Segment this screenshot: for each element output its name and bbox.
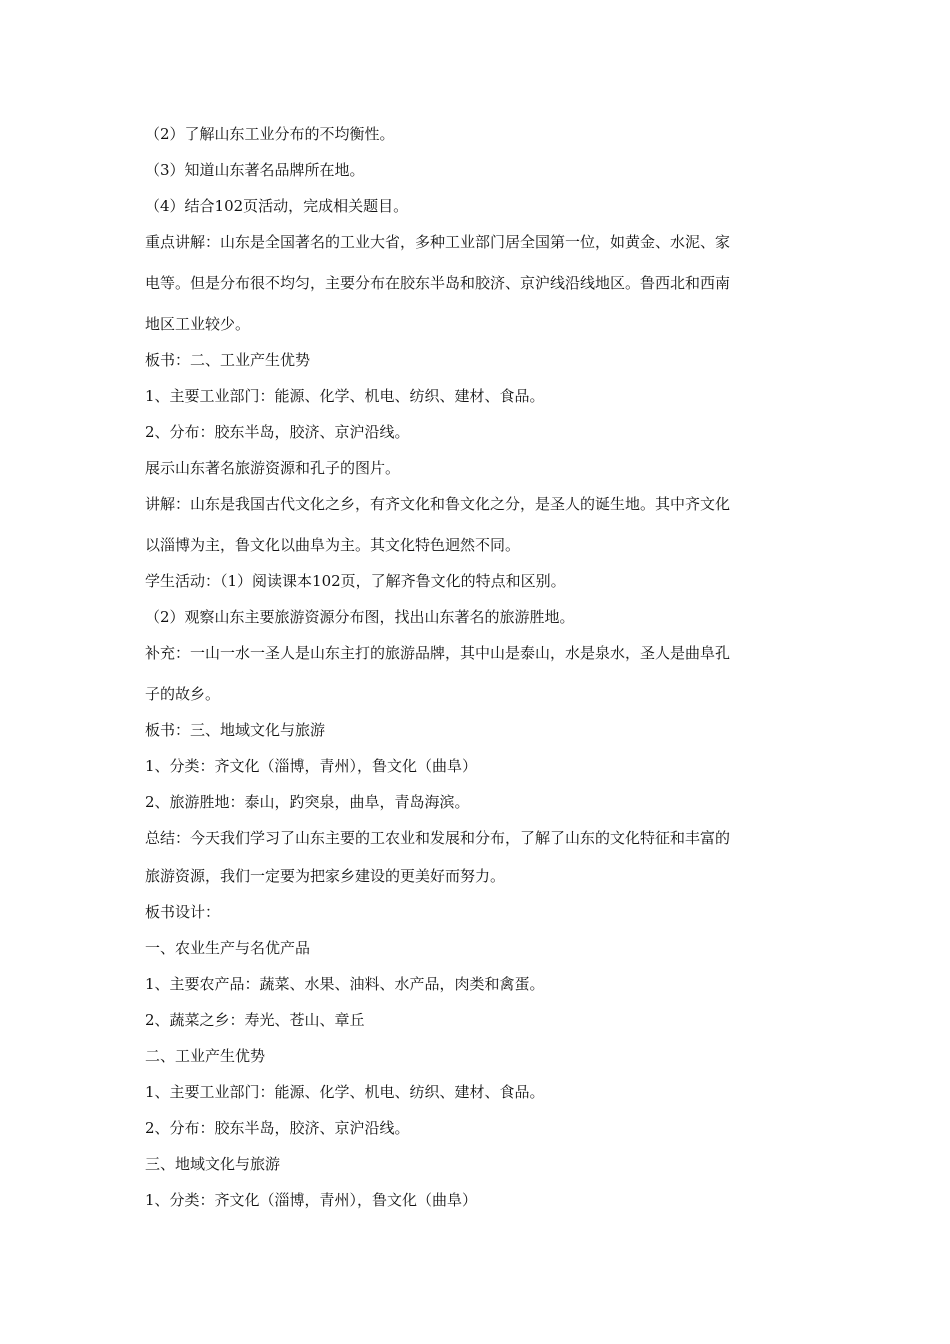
student-activity-1: 学生活动：（1）阅读课本102页，了解齐鲁文化的特点和区别。 [145,572,566,590]
board-heading-industry: 板书：二、工业产生优势 [145,351,311,369]
board-section-industry: 二、工业产生优势 [145,1047,266,1065]
key-explanation-line-1: 重点讲解：山东是全国著名的工业大省，多种工业部门居全国第一位，如黄金、水泥、家 [145,233,731,251]
culture-explanation-line-1: 讲解：山东是我国古代文化之乡，有齐文化和鲁文化之分，是圣人的诞生地。其中齐文化 [145,495,731,513]
objective-2: （2）了解山东工业分布的不均衡性。 [145,125,395,143]
agriculture-products: 1、主要农产品：蔬菜、水果、油料、水产品，肉类和禽蛋。 [145,975,545,993]
board-industry-sectors: 1、主要工业部门：能源、化学、机电、纺织、建材、食品。 [145,1083,545,1101]
document-body [145,124,810,1226]
industry-distribution: 2、分布：胶东半岛，胶济、京沪沿线。 [145,423,410,441]
culture-classification: 1、分类：齐文化（淄博，青州），鲁文化（曲阜） [145,757,478,775]
board-design-heading: 板书设计： [145,903,221,921]
supplement-line-2: 子的故乡。 [145,685,221,703]
objective-4: （4）结合102页活动，完成相关题目。 [145,197,409,215]
board-culture-classification: 1、分类：齐文化（淄博，青州），鲁文化（曲阜） [145,1191,478,1209]
objective-3: （3）知道山东著名品牌所在地。 [145,161,365,179]
board-section-agriculture: 一、农业生产与名优产品 [145,939,311,957]
key-explanation-line-2: 电等。但是分布很不均匀，主要分布在胶东半岛和胶济、京沪线沿线地区。鲁西北和西南 [145,274,731,292]
board-industry-distribution: 2、分布：胶东半岛，胶济、京沪沿线。 [145,1119,410,1137]
board-section-culture: 三、地域文化与旅游 [145,1155,281,1173]
tourist-sites: 2、旅游胜地：泰山，趵突泉，曲阜，青岛海滨。 [145,793,470,811]
vegetable-hometowns: 2、蔬菜之乡：寿光、苍山、章丘 [145,1011,365,1029]
supplement-line-1: 补充：一山一水一圣人是山东主打的旅游品牌，其中山是泰山，水是泉水，圣人是曲阜孔 [145,644,731,662]
show-pictures: 展示山东著名旅游资源和孔子的图片。 [145,459,401,477]
culture-explanation-line-2: 以淄博为主，鲁文化以曲阜为主。其文化特色迥然不同。 [145,536,521,554]
board-heading-culture: 板书：三、地域文化与旅游 [145,721,326,739]
key-explanation-line-3: 地区工业较少。 [145,315,251,333]
industry-sectors: 1、主要工业部门：能源、化学、机电、纺织、建材、食品。 [145,387,545,405]
student-activity-2: （2）观察山东主要旅游资源分布图，找出山东著名的旅游胜地。 [145,608,575,626]
summary-line-2: 旅游资源，我们一定要为把家乡建设的更美好而努力。 [145,867,506,885]
summary-line-1: 总结：今天我们学习了山东主要的工农业和发展和分布，了解了山东的文化特征和丰富的 [145,829,731,847]
